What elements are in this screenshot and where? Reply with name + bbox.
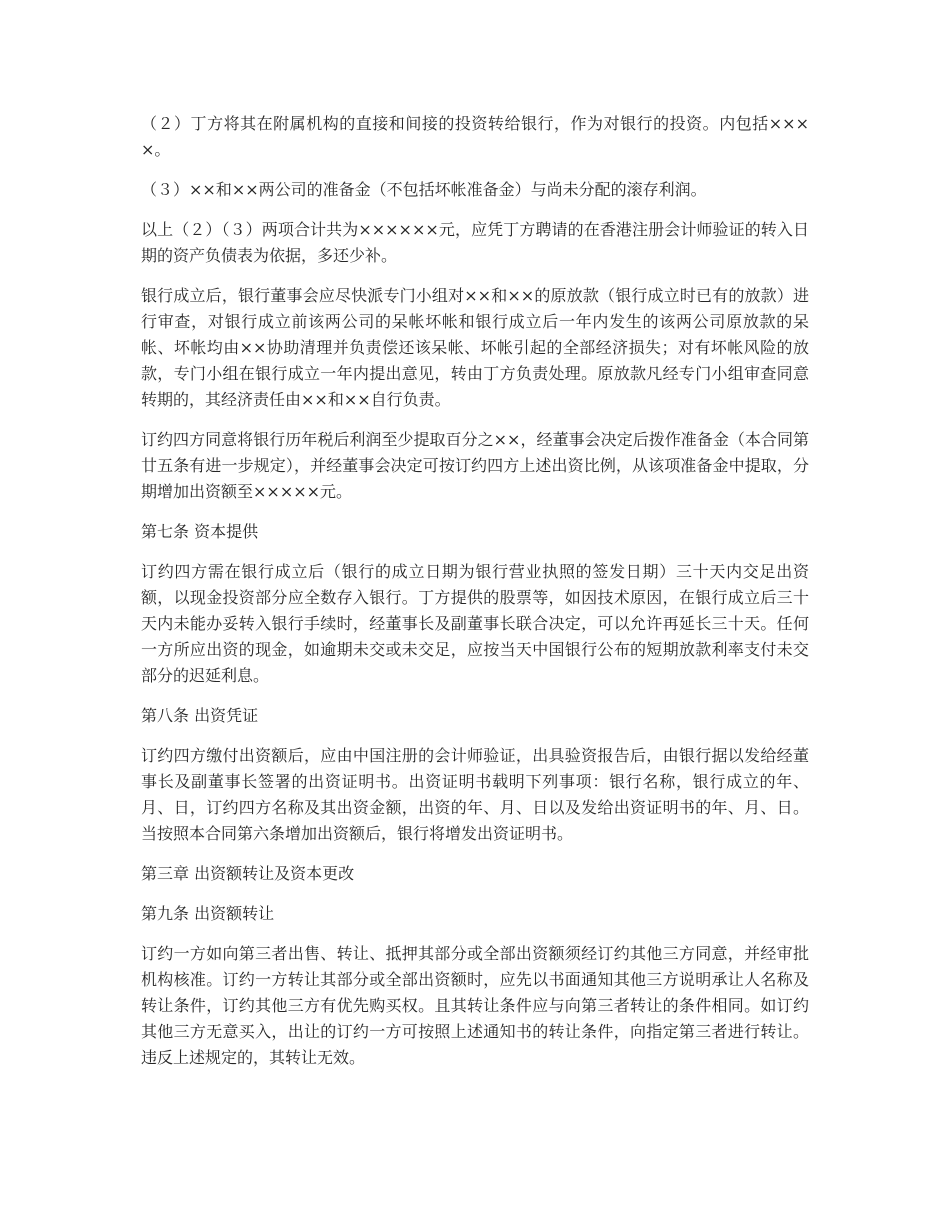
article-9-heading: 第九条 出资额转让 <box>141 904 275 923</box>
paragraph-item-3-reserves: （３）××和××两公司的准备金（不包括坏帐准备金）与尚未分配的滚存利润。 <box>141 180 707 199</box>
document-page <box>141 111 809 1085</box>
paragraph-capital-transfer: 订约一方如向第三者出售、转让、抵押其部分或全部出资额须经订约其他三方同意，并经审批机构核准。订约一方转让其部分或全部出资额时，应先以书面通知其他三方说明承让人名称及转让条件，订约其他三方有优先购买权。且其转让条件应与向第三者转让的条件相同。如订约其他三方无意买入，出让的订约一方可按照上述通知书的转让条件，向指定第三者进行转让。违反上述规定的，其转让无效。 <box>141 944 809 1067</box>
paragraph-reserve-fund: 订约四方同意将银行历年税后利润至少提取百分之××，经董事会决定后拨作准备金（本合同第廿五条有进一步规定），并经董事会决定可按订约四方上述出资比例，从该项准备金中提取，分期增加出资额至×××××元。 <box>141 430 809 501</box>
article-8-heading: 第八条 出资凭证 <box>141 706 259 725</box>
paragraph-capital-provision: 订约四方需在银行成立后（银行的成立日期为银行营业执照的签发日期）三十天内交足出资额，以现金投资部分应全数存入银行。丁方提供的股票等，如因技术原因，在银行成立后三十天内未能办妥转入银行手续时，经董事长及副董事长联合决定，可以允许再延长三十天。任何一方所应出资的现金，如逾期未交或未交足，应按当天中国银行公布的短期放款利率支付未交部分的迟延利息。 <box>141 562 809 685</box>
chapter-3-heading: 第三章 出资额转让及资本更改 <box>141 864 355 883</box>
paragraph-loan-review: 银行成立后，银行董事会应尽快派专门小组对××和××的原放款（银行成立时已有的放款）进行审查，对银行成立前该两公司的呆帐坏帐和银行成立后一年内发生的该两公司原放款的呆帐、坏帐均由××协助清理并负责偿还该呆帐、坏帐引起的全部经济损失；对有坏帐风险的放款，专门小组在银行成立一年内提出意见，转由丁方负责处理。原放款凡经专门小组审查同意转期的，其经济责任由××和××自行负责。 <box>141 286 809 409</box>
paragraph-capital-certificate: 订约四方缴付出资额后，应由中国注册的会计师验证，出具验资报告后，由银行据以发给经董事长及副董事长签署的出资证明书。出资证明书载明下列事项：银行名称，银行成立的年、月、日，订约四方名称及其出资金额，出资的年、月、日以及发给出资证明书的年、月、日。当按照本合同第六条增加出资额后，银行将增发出资证明书。 <box>141 746 809 843</box>
article-7-heading: 第七条 资本提供 <box>141 522 259 541</box>
paragraph-total-amount: 以上（２）（３）两项合计共为××××××元，应凭丁方聘请的在香港注册会计师验证的转入日期的资产负债表为依据，多还少补。 <box>141 220 809 265</box>
paragraph-item-2-investment-transfer: （２）丁方将其在附属机构的直接和间接的投资转给银行，作为对银行的投资。内包括××××。 <box>141 114 809 159</box>
